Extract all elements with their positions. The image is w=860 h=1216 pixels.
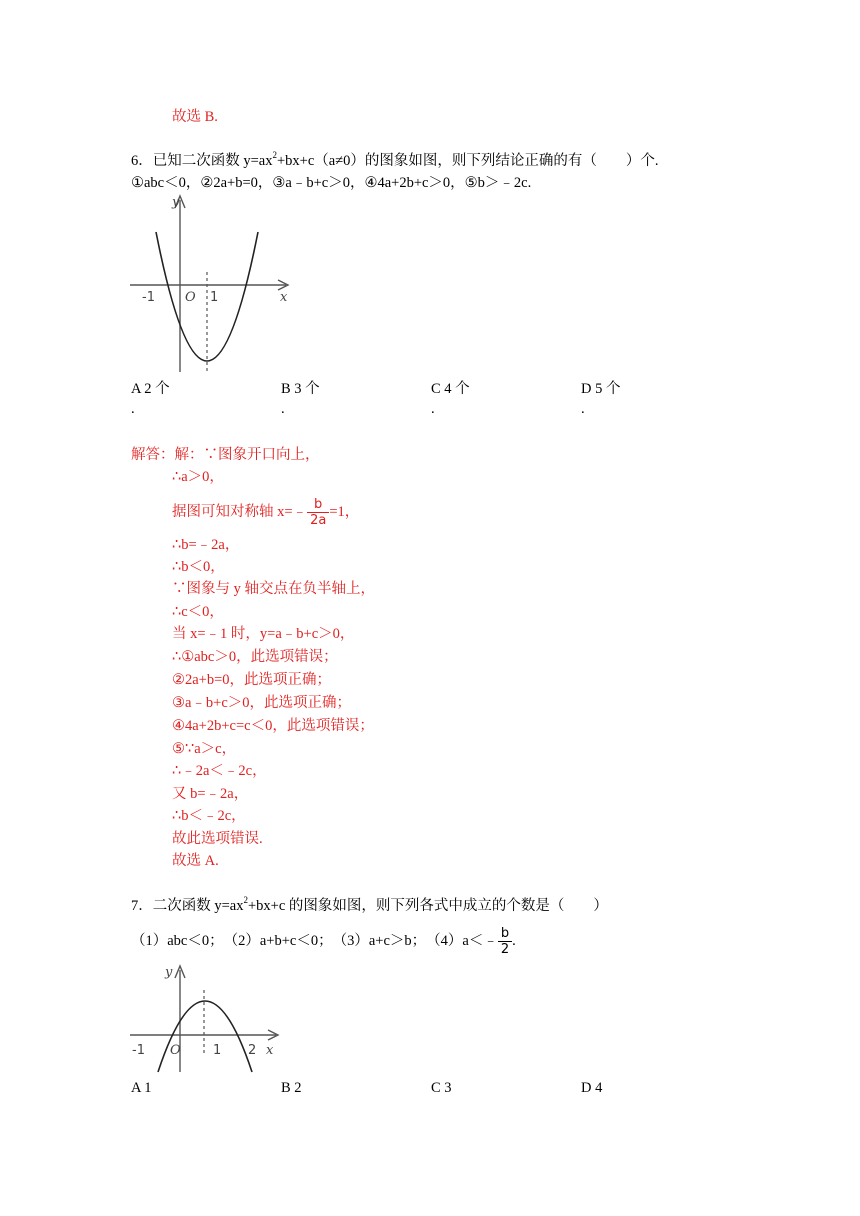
q6-origin-label: O: [185, 290, 196, 305]
q7-parabola: [158, 1001, 252, 1072]
q6-axis-post: =1，: [329, 503, 360, 520]
q6-solution-line: 当 x=﹣1 时，y=a﹣b+c＞0，: [172, 626, 355, 642]
q7-items-fraction: [498, 926, 512, 957]
q6-stem-exponent: 2: [272, 150, 277, 161]
q7-y-label: y: [165, 965, 173, 980]
q7-option-b: B 2: [281, 1080, 302, 1096]
q7-items-numerator: b: [500, 926, 510, 941]
q6-solution-line: ③a﹣b+c＞0，此选项正确；: [172, 695, 352, 711]
q6-tick-neg1: -1: [142, 290, 155, 305]
q6-tick-1: 1: [210, 290, 219, 305]
q7-tick-1: 1: [213, 1043, 222, 1058]
q6-solution-line: ②2a+b=0，此选项正确；: [172, 672, 332, 688]
q6-solution-line: ∵图象与 y 轴交点在负半轴上，: [172, 581, 375, 597]
q7-tick-neg1: -1: [132, 1043, 145, 1058]
q6-axis-fraction: [307, 497, 329, 528]
q6-y-label: y: [172, 195, 180, 210]
q6-option-c: C 4 个: [431, 381, 470, 397]
q6-solution-line: ∴c＜0，: [172, 604, 224, 620]
q7-tick-2: 2: [248, 1043, 257, 1058]
q6-solution-line: ∴b＜﹣2c，: [172, 808, 246, 824]
q7-stem-a: 7．二次函数 y=ax: [131, 898, 244, 914]
q7-graph: [128, 962, 288, 1074]
q6-solution-line-axis: [172, 497, 359, 528]
q6-axis-numerator: b: [314, 497, 323, 512]
q7-stem-exponent: 2: [243, 895, 248, 906]
previous-conclusion: 故选 B.: [172, 109, 218, 125]
q6-stem-a: 6．已知二次函数 y=ax: [131, 153, 273, 169]
q6-stem: [131, 152, 659, 170]
q6-solution-line: 故此选项错误.: [172, 831, 263, 847]
q7-stem: [131, 897, 608, 915]
q6-solution-line: 故选 A.: [172, 853, 219, 869]
q6-stem-b: +bx+c（a≠0）的图象如图，则下列结论正确的有（ ）个.: [277, 153, 659, 169]
q7-stem-b: +bx+c 的图象如图，则下列各式中成立的个数是（ ）: [248, 898, 608, 914]
q7-items-denominator: 2: [498, 941, 512, 957]
q6-solution-line: ⑤∵a＞c，: [172, 741, 237, 757]
q6-option-a-dot: .: [131, 401, 135, 417]
q6-x-label: x: [280, 290, 288, 305]
q6-solution-line: ∴﹣2a＜﹣2c，: [172, 763, 267, 779]
q6-axis-denominator: 2a: [307, 512, 329, 528]
q6-solution-head: 解答：解：∵图象开口向上，: [131, 447, 320, 463]
q7-option-a: A 1: [131, 1080, 152, 1096]
q6-solution-line: ∴b=﹣2a，: [172, 537, 240, 553]
q7-items-post: .: [512, 932, 516, 949]
q6-graph: [128, 190, 293, 375]
q6-axis-pre: 据图可知对称轴 x=﹣: [172, 503, 308, 520]
q6-option-c-dot: .: [431, 401, 435, 417]
q6-option-b-dot: .: [281, 401, 285, 417]
q6-solution-line: 又 b=﹣2a，: [172, 786, 249, 802]
q7-option-c: C 3: [431, 1080, 452, 1096]
q6-solution-line: ∴a＞0，: [172, 469, 224, 485]
q6-option-d: D 5 个: [581, 381, 621, 397]
q7-x-label: x: [266, 1043, 274, 1058]
q6-option-b: B 3 个: [281, 381, 320, 397]
q6-solution-line: ∴①abc＞0，此选项错误；: [172, 649, 338, 665]
q7-origin-label: O: [170, 1043, 181, 1058]
q7-items-pre: （1）abc＜0； （2）a+b+c＜0； （3）a+c＞b； （4）a＜﹣: [131, 932, 498, 949]
q7-items: [131, 926, 516, 957]
q6-solution-line: ④4a+2b+c=c＜0，此选项错误；: [172, 718, 374, 734]
q7-option-d: D 4: [581, 1080, 603, 1096]
q6-option-d-dot: .: [581, 401, 585, 417]
q6-items: ①abc＜0，②2a+b=0，③a﹣b+c＞0，④4a+2b+c＞0，⑤b＞﹣2c.: [131, 175, 532, 191]
q6-solution-line: ∴b＜0，: [172, 559, 225, 575]
q6-option-a: A 2 个: [131, 381, 170, 397]
